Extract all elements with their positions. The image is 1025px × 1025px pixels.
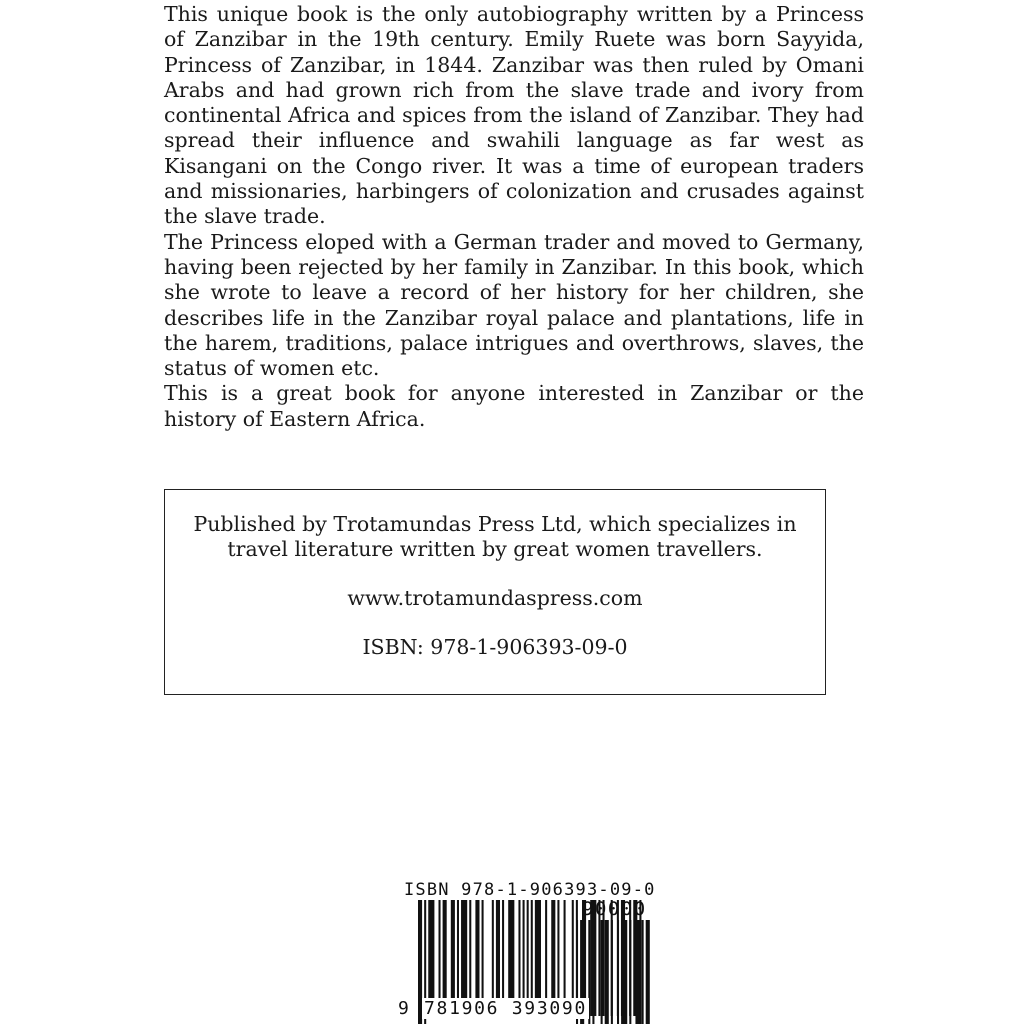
publisher-isbn: ISBN: 978-1-906393-09-0 bbox=[362, 634, 628, 659]
barcode-addon-bar bbox=[621, 920, 627, 1024]
barcode-addon-bar bbox=[605, 920, 609, 1024]
barcode-addon-digits: 90000 bbox=[582, 898, 647, 920]
blurb-paragraph-2: The Princess eloped with a German trader and moved to Germany, having been rejected by her family in Zanzibar. In this book, which she wrote to leave a record of her history for her children, she describes life in the Zanzibar royal palace and plantations, life in the harem, traditions, palace intrigues and overthrows, slaves, the status of women etc. bbox=[164, 229, 864, 381]
barcode-addon-bar bbox=[642, 920, 644, 1024]
back-cover-blurb bbox=[164, 2, 864, 432]
isbn-barcode bbox=[396, 880, 661, 1025]
blurb-paragraph-1: This unique book is the only autobiography written by a Princess of Zanzibar in the 19th century. Emily Ruete was born Sayyida, Princess of Zanzibar, in 1844. Zanzibar was then ruled by Omani Arabs and had grown rich from the slave trade and ivory from continental Africa and spices from the island of Zanzibar. They had spread their influence and swahili language as far west as Kisangani on the Congo river. It was a time of european traders and missionaries, harbingers of colonization and crusades against the slave trade. bbox=[164, 2, 864, 229]
publisher-website: www.trotamundaspress.com bbox=[347, 585, 643, 610]
barcode-addon-bar bbox=[592, 920, 594, 1024]
barcode-first-digit: 9 bbox=[398, 998, 409, 1019]
barcode-isbn-label: ISBN 978-1-906393-09-0 bbox=[404, 880, 656, 900]
barcode-addon-bar bbox=[646, 920, 650, 1024]
blurb-paragraph-3: This is a great book for anyone interested in Zanzibar or the history of Eastern Africa. bbox=[164, 381, 864, 431]
barcode-addon-bar bbox=[601, 920, 603, 1024]
barcode-digits: 781906 393090 bbox=[424, 998, 587, 1019]
barcode-addon-bar bbox=[611, 920, 613, 1024]
barcode-addon-bar bbox=[617, 920, 619, 1024]
publisher-description: Published by Trotamundas Press Ltd, which specializes in travel literature written by great women travellers. bbox=[193, 512, 797, 562]
barcode-addon-bar bbox=[629, 920, 631, 1024]
publisher-info-box bbox=[164, 489, 826, 695]
barcode-addon-bar bbox=[635, 920, 639, 1024]
